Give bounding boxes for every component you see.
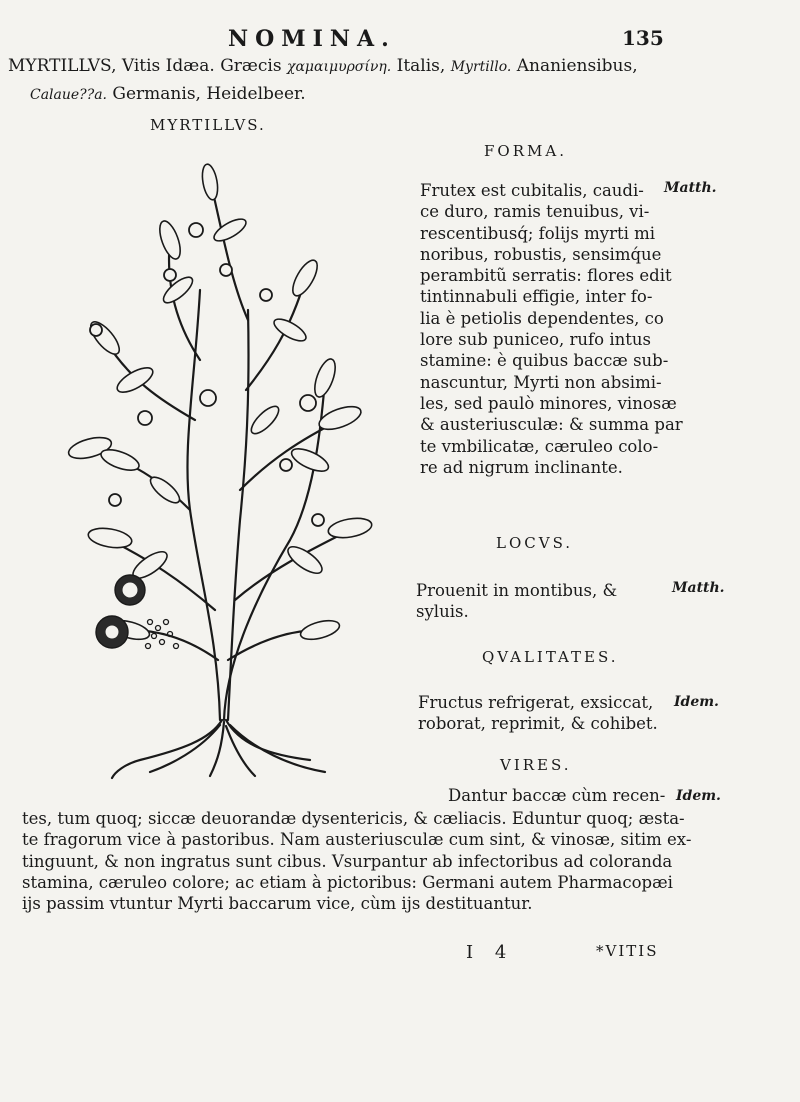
- text-line: & austeriusculæ: & summa par: [420, 415, 683, 435]
- qualitates-heading: QVALITATES.: [482, 648, 619, 666]
- blueberry-plant-woodcut: [50, 160, 390, 780]
- catchword: *VITIS: [596, 942, 659, 960]
- text-line: ijs passim vtuntur Myrti baccarum vice, cùm ijs destituantur.: [22, 894, 533, 914]
- names-line-2-b: Germanis, Heidelbeer.: [112, 84, 306, 104]
- names-line-1-b: Italis,: [396, 56, 446, 76]
- forma-heading: FORMA.: [484, 142, 567, 160]
- text-line: ce duro, ramis tenuibus, vi-: [420, 202, 650, 222]
- text-line: Fructus refrigerat, exsiccat,: [418, 693, 654, 712]
- forma-margin-note: Matth.: [664, 180, 717, 196]
- qualitates-margin-note: Idem.: [674, 694, 719, 710]
- page-number: 135: [622, 26, 664, 50]
- qualitates-text: [418, 692, 658, 735]
- text-line: Frutex est cubitalis, caudi-: [420, 181, 644, 200]
- locus-text: [416, 580, 617, 623]
- text-line: tes, tum quoq; siccæ deuorandæ dysentericis, & cæliacis. Eduntur quoq; æsta-: [22, 809, 685, 828]
- text-line: tintinnabuli effigie, inter fo-: [420, 287, 653, 307]
- text-line: syluis.: [416, 602, 469, 622]
- text-line: stamina, cæruleo colore; ac etiam à pictoribus: Germani autem Pharmacopæi: [22, 872, 673, 892]
- text-line: nascuntur, Myrti non absimi-: [420, 372, 662, 392]
- text-line: re ad nigrum inclinante.: [420, 457, 623, 477]
- names-line-1: [8, 56, 638, 76]
- greek-name: χαμαιμυρσίνη.: [286, 59, 392, 75]
- vires-first-line: Dantur baccæ cùm recen-: [448, 786, 666, 805]
- vires-margin-note: Idem.: [676, 788, 721, 804]
- names-line-1-a: MYRTILLVS, Vitis Idæa. Græcis: [8, 56, 282, 76]
- text-line: les, sed paulò minores, vinosæ: [420, 393, 677, 413]
- signature-mark: I 4: [466, 942, 515, 963]
- text-line: noribus, robustis, sensimq́ue: [420, 244, 662, 264]
- vires-text: [22, 808, 691, 914]
- text-line: stamine: è quibus baccæ sub-: [420, 351, 669, 371]
- locus-heading: LOCVS.: [496, 534, 574, 552]
- text-line: rescentibusq́; folijs myrti mi: [420, 223, 656, 243]
- running-head: NOMINA.: [228, 26, 396, 52]
- text-line: Prouenit in montibus, &: [416, 581, 618, 600]
- names-line-2: [30, 84, 306, 104]
- vires-heading: VIRES.: [500, 756, 572, 774]
- locus-margin-note: Matth.: [672, 580, 725, 596]
- text-line: roborat, reprimit, & cohibet.: [418, 714, 658, 734]
- plant-title: MYRTILLVS.: [150, 116, 266, 134]
- text-line: lore sub puniceo, rufo intus: [420, 330, 651, 350]
- names-line-1-c: Ananiensibus,: [516, 56, 638, 76]
- ananian-name: Calaue??a.: [30, 87, 107, 103]
- text-line: perambitũ serratis: flores edit: [420, 266, 672, 286]
- italian-name: Myrtillo.: [450, 59, 512, 75]
- text-line: te fragorum vice à pastoribus. Nam austeriusculæ cum sint, & vinosæ, sitim ex-: [22, 830, 692, 850]
- text-line: tinguunt, & non ingratus sunt cibus. Vsurpantur ab infectoribus ad coloranda: [22, 851, 673, 871]
- text-line: te vmbilicatæ, cæruleo colo-: [420, 436, 659, 456]
- forma-text: [420, 180, 683, 478]
- text-line: lia è petiolis dependentes, co: [420, 308, 664, 328]
